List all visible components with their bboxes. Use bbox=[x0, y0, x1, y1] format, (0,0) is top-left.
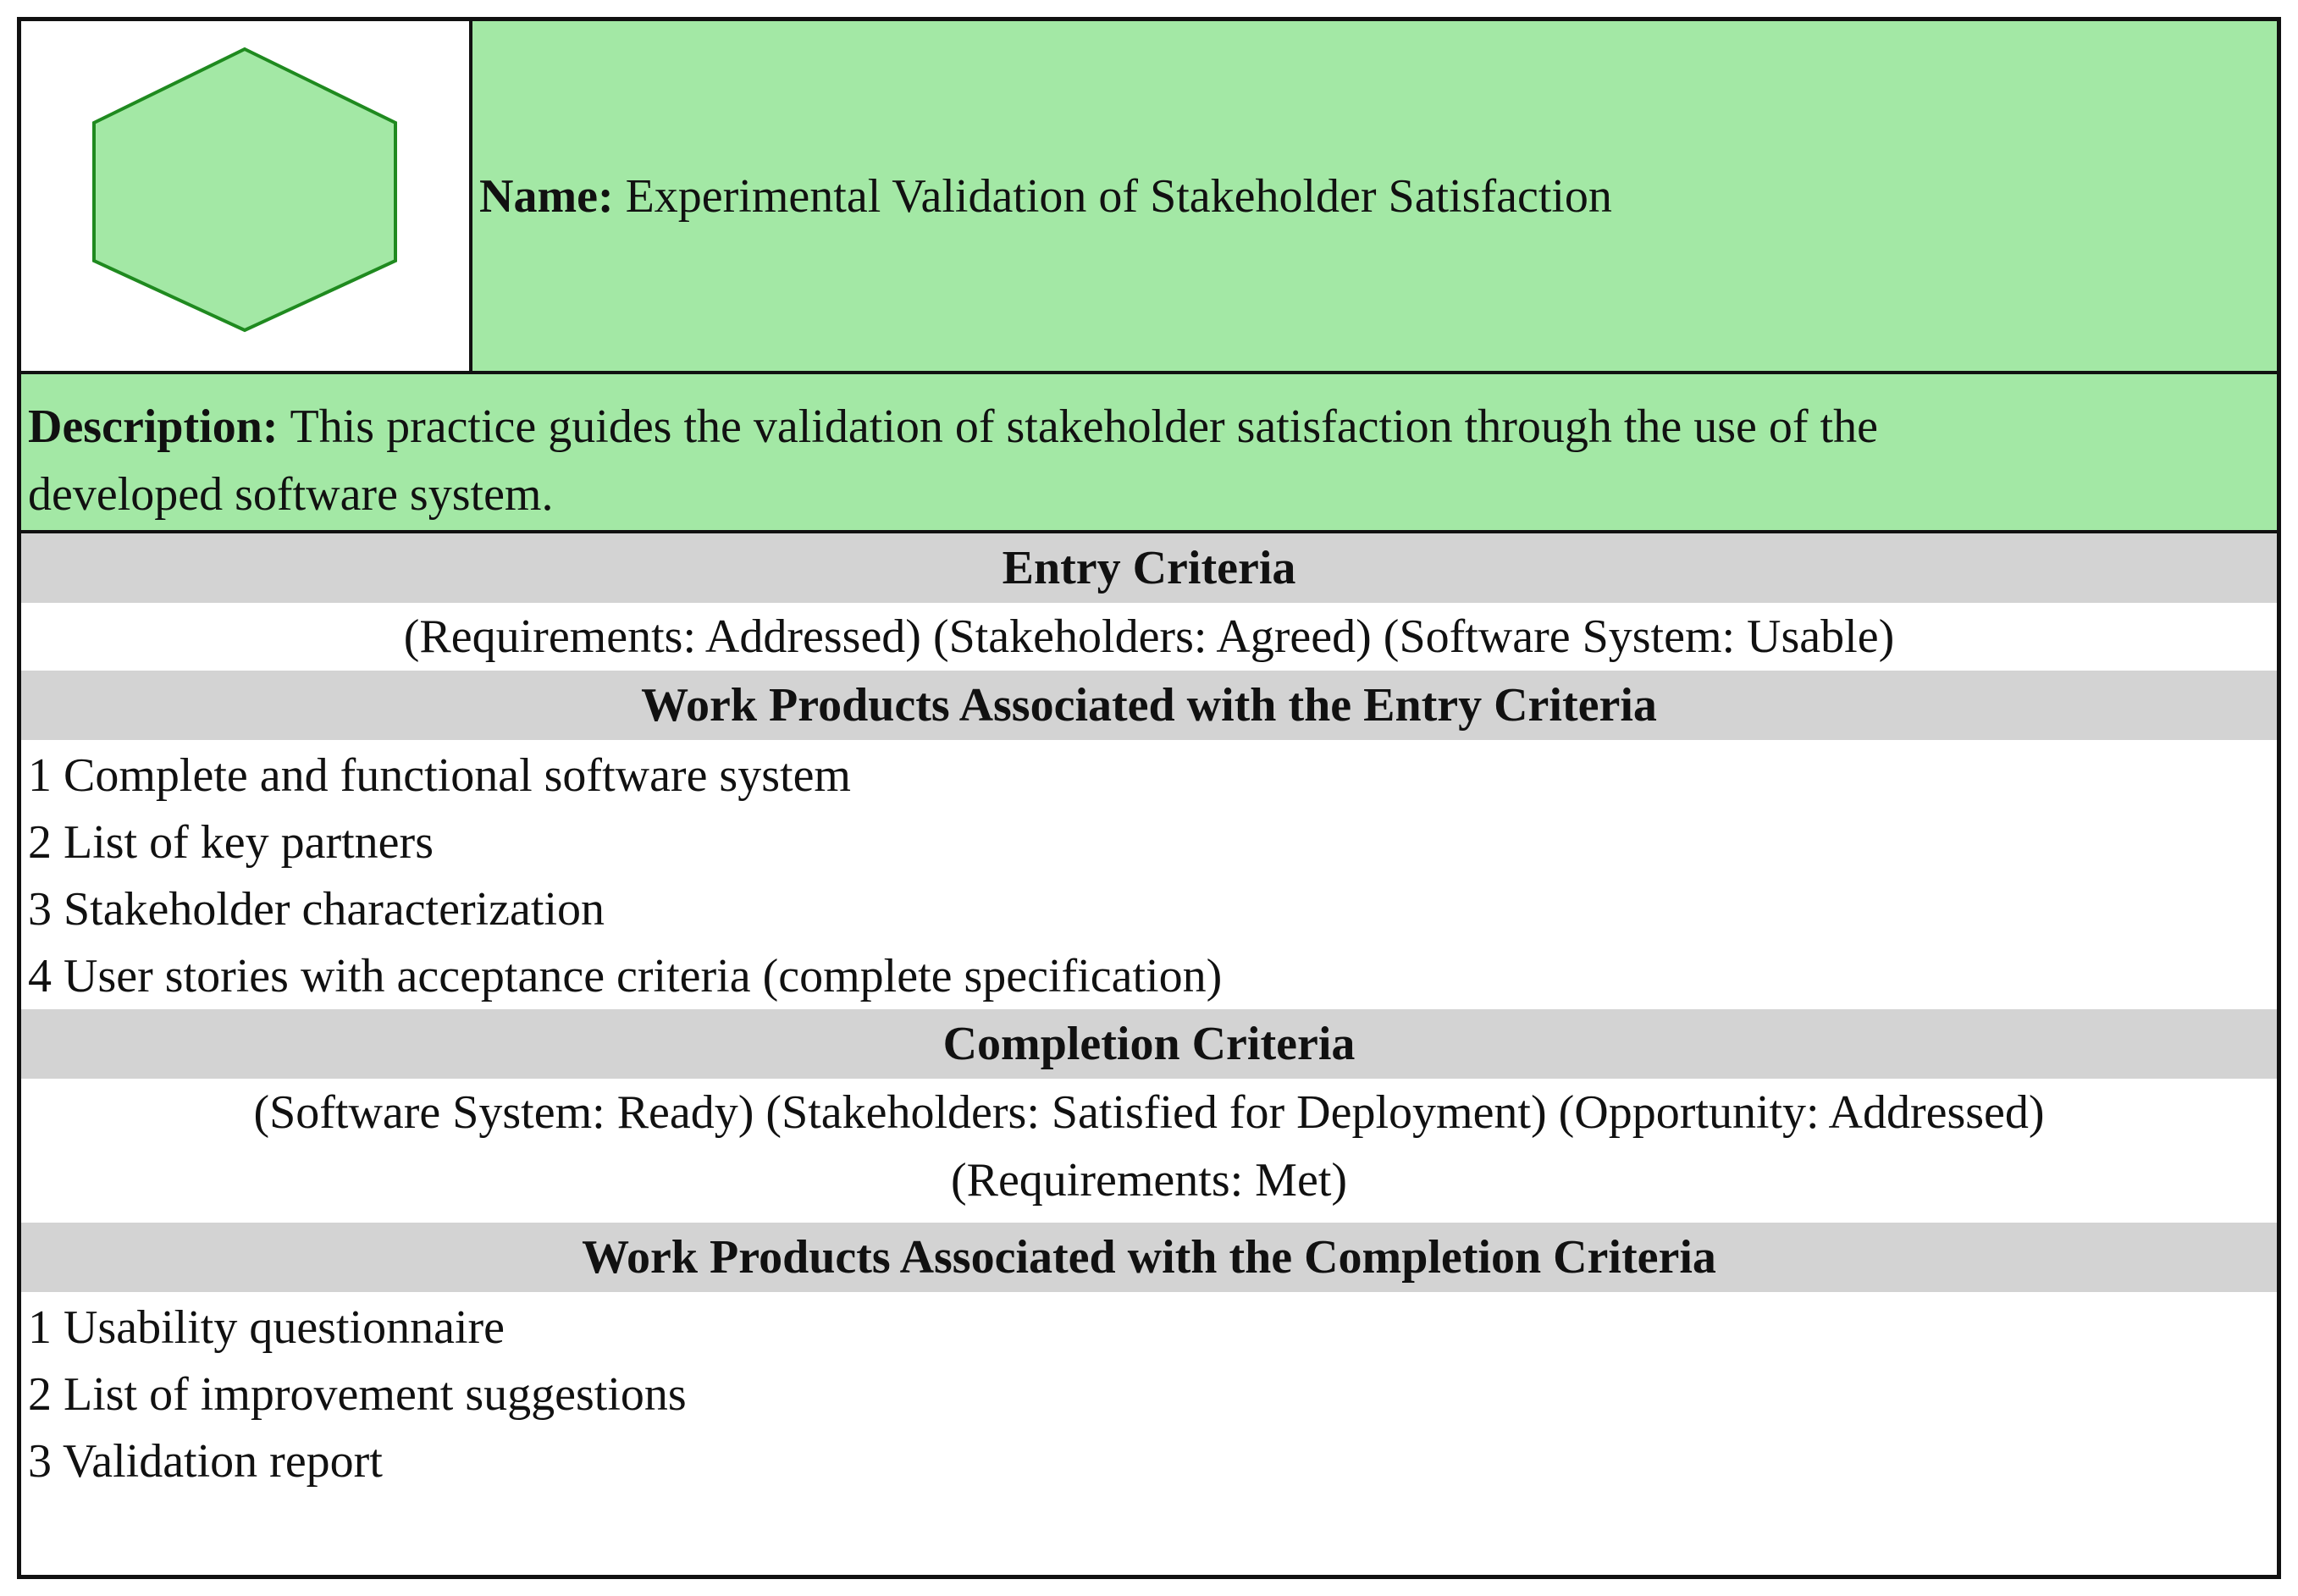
name-label: Name: bbox=[479, 169, 614, 223]
list-item: 3 Stakeholder characterization bbox=[28, 883, 605, 936]
description-label: Description: bbox=[28, 400, 279, 453]
description-row bbox=[21, 374, 2277, 533]
name-cell bbox=[472, 21, 2277, 371]
hexagon-icon bbox=[21, 21, 469, 371]
completion-criteria-text-1: (Software System: Ready) (Stakeholders: Satisfied for Deployment) (Opportunity: Addressed) bbox=[253, 1086, 2045, 1139]
list-item: 4 User stories with acceptance criteria (complete specification) bbox=[28, 950, 1223, 1002]
completion-criteria-text-2: (Requirements: Met) bbox=[950, 1154, 1348, 1207]
list-item: 1 Usability questionnaire bbox=[28, 1301, 505, 1354]
completion-work-products-header: Work Products Associated with the Completion Criteria bbox=[21, 1223, 2277, 1292]
entry-criteria-text: (Requirements: Addressed) (Stakeholders: Agreed) (Software System: Usable) bbox=[403, 610, 1895, 663]
list-item: 3 Validation report bbox=[28, 1435, 383, 1488]
description-line-1 bbox=[28, 393, 2270, 461]
header-row bbox=[21, 21, 2277, 374]
icon-cell bbox=[21, 21, 472, 371]
description-text-1: This practice guides the validation of stakeholder satisfaction through the use of the bbox=[290, 400, 1878, 453]
description-text-2: developed software system. bbox=[28, 468, 554, 521]
entry-criteria-header: Entry Criteria bbox=[21, 533, 2277, 603]
list-item: 1 Complete and functional software system bbox=[28, 749, 851, 802]
hexagon-shape bbox=[94, 49, 395, 330]
practice-card bbox=[17, 17, 2281, 1579]
completion-criteria-header: Completion Criteria bbox=[21, 1009, 2277, 1079]
practice-name: Experimental Validation of Stakeholder Satisfaction bbox=[625, 169, 1612, 223]
list-item: 2 List of improvement suggestions bbox=[28, 1368, 687, 1421]
list-item: 2 List of key partners bbox=[28, 816, 434, 869]
entry-work-products-list bbox=[28, 743, 1222, 1010]
completion-work-products-list bbox=[28, 1295, 687, 1495]
entry-work-products-header: Work Products Associated with the Entry Criteria bbox=[21, 671, 2277, 740]
